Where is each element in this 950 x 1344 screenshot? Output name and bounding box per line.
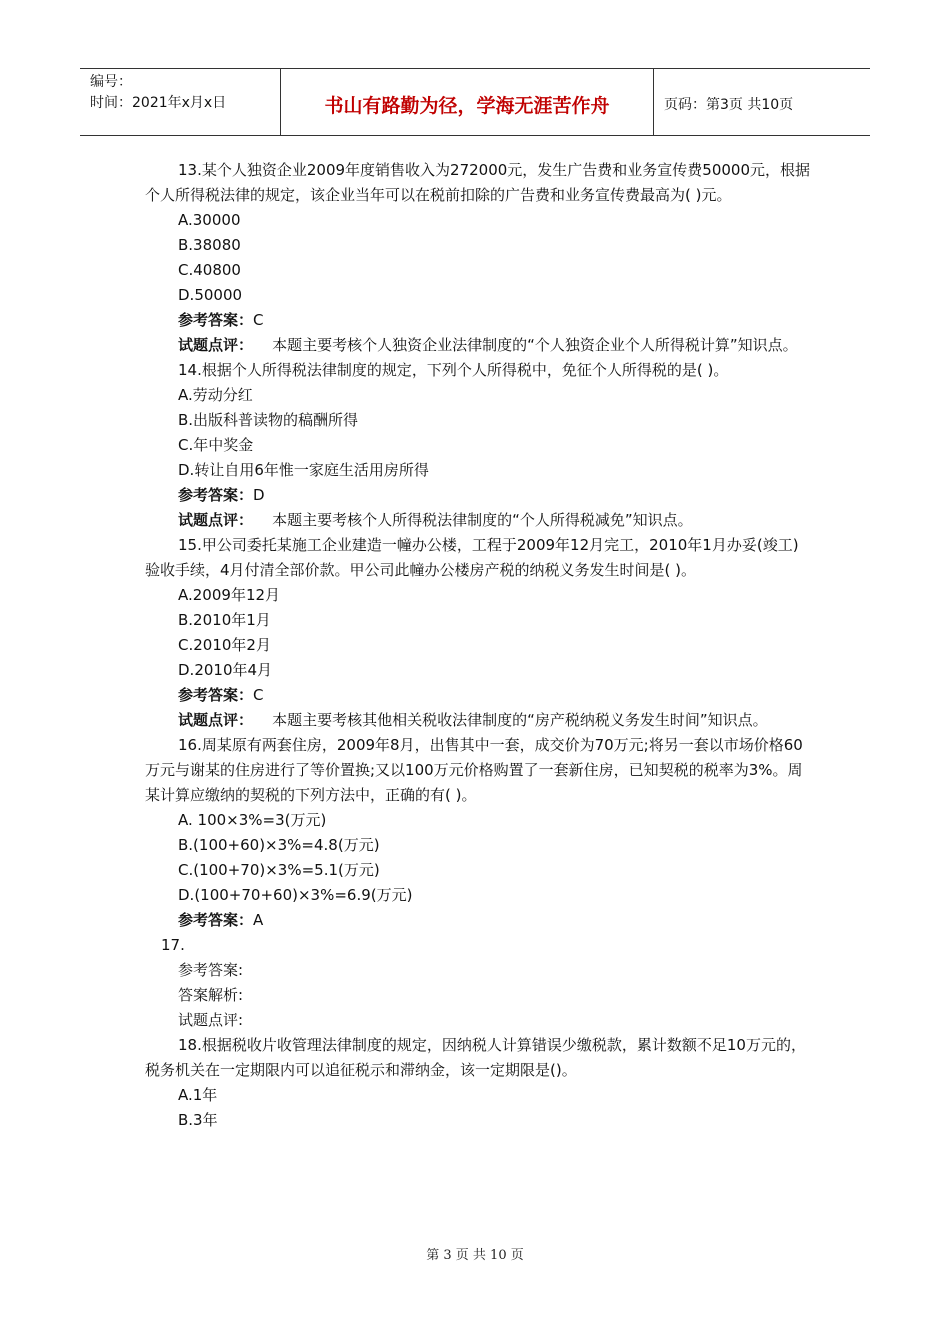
question-14-stem: 14.根据个人所得税法律制度的规定，下列个人所得税中，免征个人所得税的是( )。 [178,361,729,379]
question-15-option-c: C.2010年2月 [178,636,271,654]
question-17-comment-label: 试题点评: [178,1011,244,1029]
question-17-answer-label: 参考答案: [178,961,244,979]
document-body [145,158,810,1133]
page-header [80,68,870,136]
question-13-option-d: D.50000 [178,286,243,304]
question-18-option-b: B.3年 [178,1111,218,1129]
question-14-answer [145,483,810,508]
page-footer: 第 3 页 共 10 页 [426,1248,524,1263]
header-page-number: 页码：第3页 共10页 [664,97,794,113]
question-15-comment [145,708,810,733]
question-14-option-a: A.劳动分红 [178,386,253,404]
answer-value: A [253,911,264,929]
question-13-comment [145,333,810,358]
question-13-option-c: C.40800 [178,261,241,279]
question-16-answer [145,908,810,933]
question-15-option-d: D.2010年4月 [178,661,273,679]
question-14-comment [145,508,810,533]
question-16-option-c: C.(100+70)×3%=5.1(万元) [178,861,380,879]
header-meta [80,69,281,135]
answer-value: C [253,686,264,704]
question-13-option-b: B.38080 [178,236,241,254]
question-16-option-b: B.(100+60)×3%=4.8(万元) [178,836,380,854]
question-16-stem: 16.周某原有两套住房，2009年8月，出售其中一套，成交价为70万元;将另一套以市场价格60万元与谢某的住房进行了等价置换;又以100万元价格购置了一套新住房，已知契税的税率为3%。周某计算应缴纳的契税的下列方法中，正确的有( )。 [145,736,803,804]
question-16-option-a: A. 100×3%=3(万元) [178,811,327,829]
question-18-stem: 18.根据税收片收管理法律制度的规定，因纳税人计算错误少缴税款，累计数额不足10万元的，税务机关在一定期限内可以追征税示和滞纳金，该一定期限是()。 [145,1036,806,1079]
question-16-option-d: D.(100+70+60)×3%=6.9(万元) [178,886,413,904]
comment-text: 本题主要考核个人所得税法律制度的“个人所得税减免”知识点。 [272,511,693,529]
question-17-stem: 17. [161,936,185,954]
question-13-option-a: A.30000 [178,211,241,229]
question-15-option-a: A.2009年12月 [178,586,281,604]
comment-label: 试题点评： [178,711,254,729]
header-motto: 书山有路勤为径，学海无涯苦作舟 [281,69,654,135]
question-15-stem: 15.甲公司委托某施工企业建造一幢办公楼，工程于2009年12月完工，2010年1月办妥(竣工)验收手续，4月付清全部价款。甲公司此幢办公楼房产税的纳税义务发生时间是( )。 [145,536,799,579]
answer-label: 参考答案： [178,486,254,504]
comment-label: 试题点评： [178,336,254,354]
answer-label: 参考答案： [178,311,254,329]
comment-text: 本题主要考核其他相关税收法律制度的“房产税纳税义务发生时间”知识点。 [272,711,768,729]
question-14-option-c: C.年中奖金 [178,436,254,454]
question-14-option-d: D.转让自用6年惟一家庭生活用房所得 [178,461,429,479]
comment-label: 试题点评： [178,511,254,529]
question-13-answer [145,308,810,333]
question-17-analysis-label: 答案解析: [178,986,244,1004]
question-18-option-a: A.1年 [178,1086,218,1104]
comment-text: 本题主要考核个人独资企业法律制度的“个人独资企业个人所得税计算”知识点。 [272,336,798,354]
answer-label: 参考答案： [178,686,254,704]
question-15-answer [145,683,810,708]
question-14-option-b: B.出版科普读物的稿酬所得 [178,411,359,429]
question-15-option-b: B.2010年1月 [178,611,271,629]
answer-value: D [253,486,265,504]
answer-label: 参考答案： [178,911,254,929]
question-13-stem: 13.某个人独资企业2009年度销售收入为272000元，发生广告费和业务宣传费50000元，根据个人所得税法律的规定，该企业当年可以在税前扣除的广告费和业务宣传费最高为( )元。 [145,161,811,204]
answer-value: C [253,311,264,329]
serial-number-label: 编号： [90,74,132,90]
date-label: 时间：2021年x月x日 [90,95,227,111]
